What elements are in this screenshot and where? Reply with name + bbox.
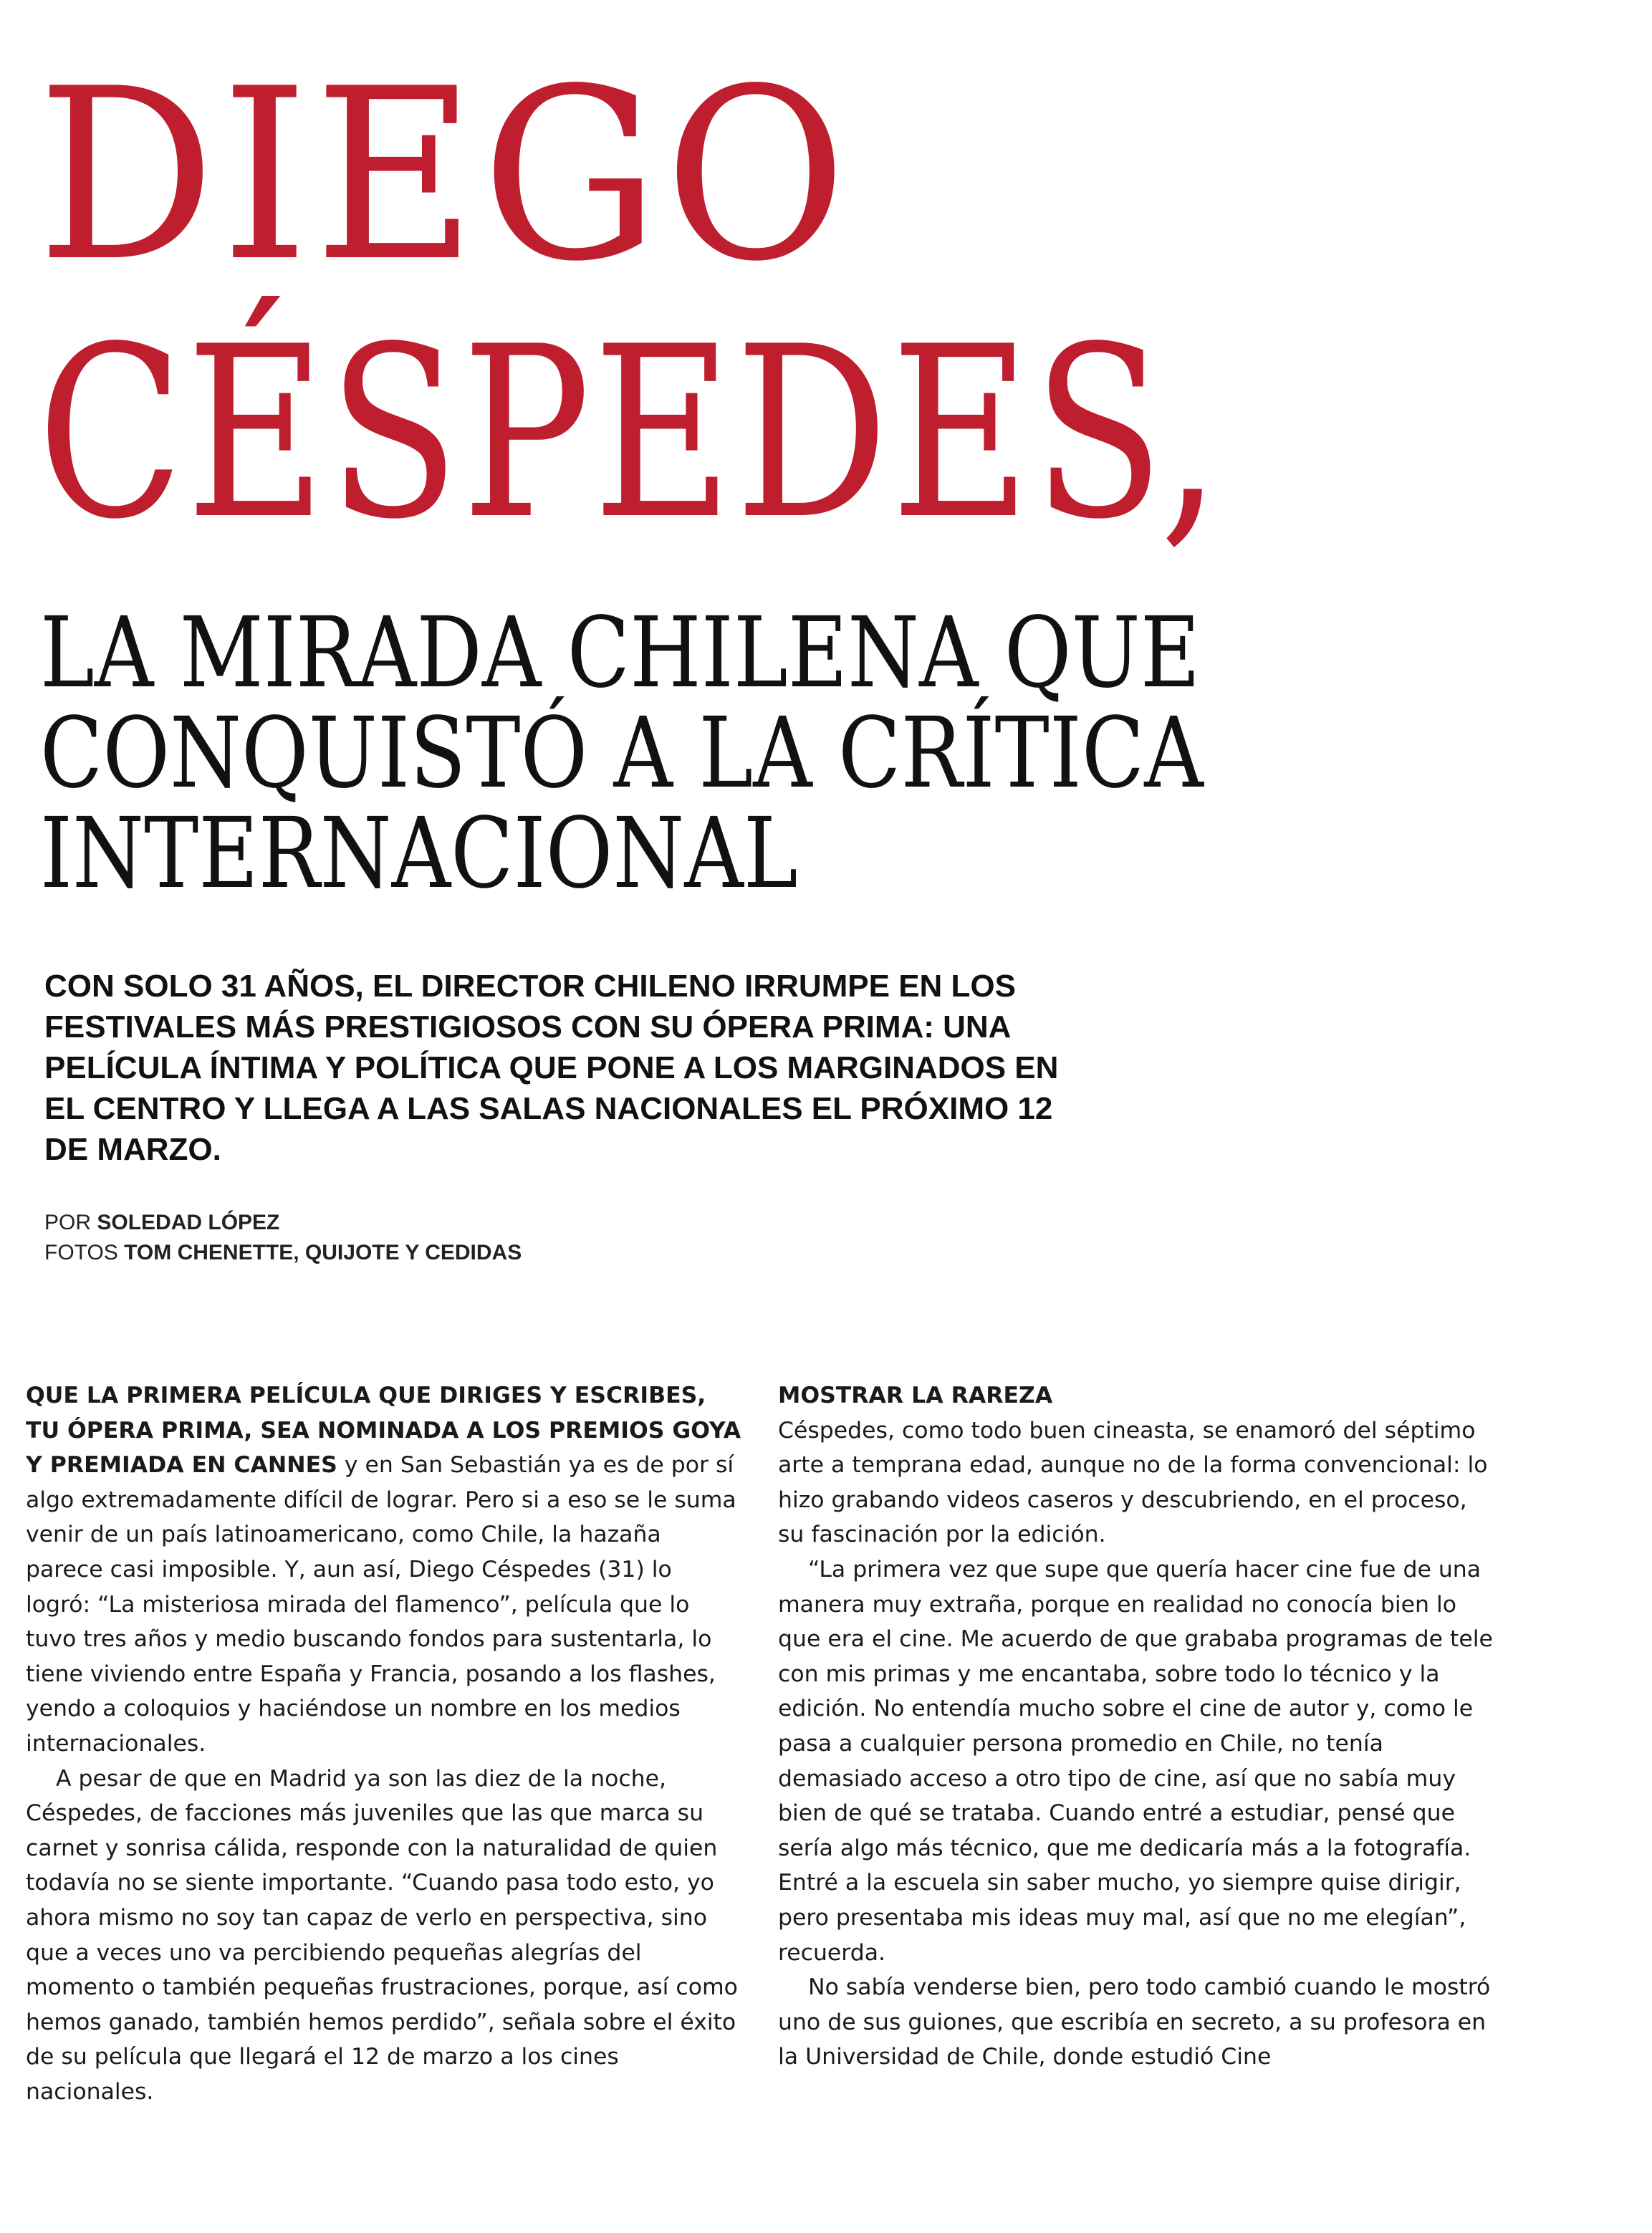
body-paragraph [26, 1378, 742, 1762]
body-paragraph: No sabía venderse bien, pero todo cambió cuando le mostró uno de sus guiones, que escribía en secreto, a su profesora en la Universidad de Chile, donde estudió Cine [778, 1974, 1491, 2070]
body-column-right [778, 1378, 1494, 2075]
headline-line-1: DIEGO [37, 38, 853, 313]
subtitle-line-2: CONQUISTÓ A LA CRÍTICA [40, 697, 1204, 810]
body-paragraph: A pesar de que en Madrid ya son las diez de la noche, Céspedes, de facciones más juveniles que las que marca su carnet y sonrisa cálida, responde con la naturalidad de quien todavía no se siente importante. “Cuando pasa todo esto, yo ahora mismo no soy tan capaz de verlo en perspectiva, sino que a veces uno va percibiendo pequeñas alegrías del momento o también pequeñas frustraciones, porque, así como hemos ganado, también hemos perdido”, señala sobre el éxito de su película que llegará el 12 de marzo a los cines nacionales. [26, 1765, 738, 2105]
section-heading: MOSTRAR LA RAREZA [778, 1383, 1053, 1408]
author-name: SOLEDAD LÓPEZ [97, 1211, 280, 1234]
body-column-left [26, 1378, 742, 2109]
body-paragraph: “La primera vez que supe que quería hacer cine fue de una manera muy extraña, porque en realidad no conocía bien lo que era el cine. Me acuerdo de que grababa programas de tele con mis primas y me encantaba, sobre todo lo técnico y la edición. No entendía mucho sobre el cine de autor y, como le pasa a cualquier persona promedio en Chile, no tenía demasiado acceso a otro tipo de cine, así que no sabía muy bien de qué se trataba. Cuando entré a estudiar, pensé que sería algo más técnico, que me dedicaría más a la fotografía. Entré a la escuela sin saber mucho, yo siempre quise dirigir, pero presentaba mis ideas muy mal, así que no me elegían”, recuerda. [778, 1556, 1493, 1966]
headline-line-2: CÉSPEDES, [37, 296, 1223, 571]
credits [44, 1208, 522, 1268]
author-label: POR [44, 1211, 92, 1234]
subtitle [40, 597, 1425, 911]
body-paragraph: Céspedes, como todo buen cineasta, se enamoró del séptimo arte a temprana edad, aunque no de la forma convencional: lo hizo grabando videos caseros y descubriendo, en el proceso, su fascinación por la edición. [778, 1417, 1488, 1548]
paragraph-text: y en San Sebastián ya es de por sí algo extremadamente difícil de lograr. Pero si a eso se le suma venir de un país latinoamericano, como Chile, la hazaña parece casi imposible. Y, aun así, Diego Céspedes (31) lo logró: “La misteriosa mirada del flamenco”, película que lo tuvo tres años y medio buscando fondos para sustentarla, lo tiene viviendo entre España y Francia, posando a los flashes, yendo a coloquios y haciéndose un nombre en los medios internacionales. [26, 1452, 736, 1757]
subtitle-line-3: INTERNACIONAL [40, 797, 798, 911]
subtitle-line-1: LA MIRADA CHILENA QUE [40, 597, 1201, 710]
author-credit [44, 1208, 522, 1238]
photos-label: FOTOS [44, 1241, 118, 1264]
photos-names: TOM CHENETTE, QUIJOTE Y CEDIDAS [124, 1241, 522, 1264]
lead-in: QUE LA PRIMERA PELÍCULA QUE DIRIGES Y ESCRIBES, TU ÓPERA PRIMA, SEA NOMINADA A LOS PREMIOS GOYA Y PREMIADA EN CANNES [26, 1383, 741, 1479]
lede: CON SOLO 31 AÑOS, EL DIRECTOR CHILENO IRRUMPE EN LOS FESTIVALES MÁS PRESTIGIOSOS CON SU ÓPERA PRIMA: UNA PELÍCULA ÍNTIMA Y POLÍTICA QUE PONE A LOS MARGINADOS EN EL CENTRO Y LLEGA A LAS SALAS NACIONALES EL PRÓXIMO 12 DE MARZO. [44, 969, 1059, 1167]
photo-credit [44, 1238, 522, 1268]
